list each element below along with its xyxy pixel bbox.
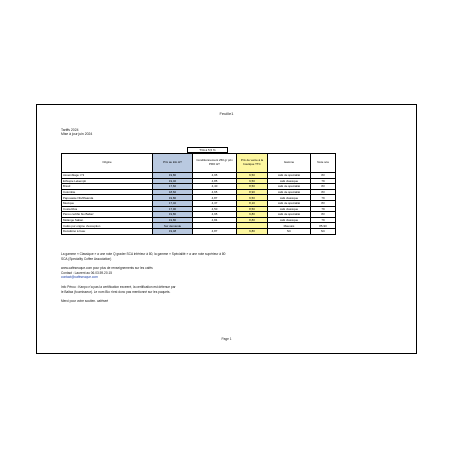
cell-cond: 4,87 — [193, 195, 237, 201]
col-gamme: Gamme — [268, 154, 311, 173]
cell-pv: 9,80 — [237, 212, 268, 218]
cell-origin: Cafés pur origine d'exception — [62, 223, 153, 229]
cell-pv: 9,50 — [237, 173, 268, 179]
col-origin: Origine — [62, 154, 153, 173]
notes — [61, 252, 225, 309]
sheet-title: Feuille1 — [219, 111, 234, 116]
table-row — [62, 228, 336, 234]
gamme-note-2: SCA (Speciality Coffee Association) — [61, 256, 112, 261]
cell-cond: 4,85 — [193, 178, 237, 184]
cell-price: 19,80 — [153, 195, 193, 201]
tarifs-header — [61, 128, 92, 137]
cell-origin: Costa Rica — [62, 206, 153, 212]
table-header-row — [62, 154, 336, 173]
cell-origin: Papouasie NG/Rwanda — [62, 195, 153, 201]
cell-gamme: café de spécialité — [268, 200, 311, 206]
update-line: Mise à jour juin 2024 — [61, 132, 93, 137]
cell-cond: 4,95 — [193, 212, 237, 218]
cell-origin: Assemblage n°3 — [62, 173, 153, 179]
cell-origin: Mexique — [62, 200, 153, 206]
cell-price: 17,40 — [153, 200, 193, 206]
cell-pv: 9,50 — [237, 178, 268, 184]
cell-gamme: café de spécialité — [268, 184, 311, 190]
cell-price: 19,80 — [153, 173, 193, 179]
spreadsheet-page — [36, 104, 417, 354]
cell-gamme: NC — [268, 228, 311, 234]
cell-note: 83 — [311, 200, 336, 206]
col-pv: Prix de vente à la boutique TTC — [237, 154, 268, 173]
cell-note: 79 — [311, 206, 336, 212]
page-footer: Page 1 — [221, 337, 232, 341]
tarifs-title: Tariffs 2024 — [61, 128, 79, 132]
cell-pv: 8,90 — [237, 189, 268, 195]
cell-price: 17,90 — [153, 206, 193, 212]
col-price: Prix au kilo HT — [153, 154, 193, 173]
col-cond: Conditionnement 250 gr prix PRO HT — [193, 154, 237, 173]
cell-price: Sur demande — [153, 223, 193, 229]
cell-note: 85-90 — [311, 223, 336, 229]
cell-pv: 9,80 — [237, 228, 268, 234]
cell-origin: Colombie — [62, 189, 153, 195]
cell-note: 79 — [311, 178, 336, 184]
cell-gamme: café de spécialité — [268, 173, 311, 179]
cell-gamme: café classique — [268, 178, 311, 184]
price-table — [61, 153, 336, 235]
cell-gamme: café classique — [268, 217, 311, 223]
cell-cond: 4,40 — [193, 184, 237, 190]
vat-header: TVA à 5,5 % — [187, 147, 228, 153]
cell-pv: 9,50 — [237, 195, 268, 201]
cell-pv: 8,80 — [237, 217, 268, 223]
cell-cond: 4,65 — [193, 189, 237, 195]
gamme-note-1: La gamme « Classique » a une note Q grader SCA inférieur à 80, la gamme « Spécialité » a une note supérieur à 80 — [61, 252, 226, 256]
cell-cond: 4,95 — [193, 173, 237, 179]
cell-note: 79 — [311, 217, 336, 223]
cell-origin: Pérou certifié bio Baltaz — [62, 212, 153, 218]
contact-line: Contact : Laurent au 06.03.59.20.15 — [61, 270, 113, 275]
info-line-2: le Baltaz (fournisseur). Le nom Bio n'est donc pas mentionné sur les paquets. — [61, 289, 171, 294]
cell-price: 19,40 — [153, 178, 193, 184]
cell-price: 19,48 — [153, 228, 193, 234]
cell-price: 18,60 — [153, 189, 193, 195]
cell-gamme: café de spécialité — [268, 212, 311, 218]
cell-cond: 4,84 — [193, 217, 237, 223]
cell-note: 83 — [311, 189, 336, 195]
cell-origin: Ethiopie Lekempti — [62, 178, 153, 184]
cell-note: 83 — [311, 184, 336, 190]
thanks-line: Merci pour votre soutien. caféseé — [61, 299, 109, 304]
cell-cond: 4,37 — [193, 200, 237, 206]
cell-price: 19,80 — [153, 212, 193, 218]
cell-gamme: café classique — [268, 206, 311, 212]
cell-cond: 4,87 — [193, 228, 237, 234]
cell-origin: Mélange Saban — [62, 217, 153, 223]
cell-price: 17,60 — [153, 184, 193, 190]
cell-gamme: café de spécialité — [268, 189, 311, 195]
cell-origin: Brésil — [62, 184, 153, 190]
cell-pv: 8,50 — [237, 184, 268, 190]
info-line-1: Info Pérou : Kanpo n'a pas la certification exceeré, la certification est détenue par — [61, 284, 176, 289]
col-note: Note sca — [311, 154, 336, 173]
cell-price: 19,80 — [153, 217, 193, 223]
cell-note: 83 — [311, 173, 336, 179]
cell-gamme: Mauvais — [268, 223, 311, 229]
cell-origin: Décaféiné à l'eau — [62, 228, 153, 234]
email-link[interactable]: contact@caféseuque.com — [61, 275, 98, 280]
website-line: www.caféseuque.com pour plus de renseignements sur les cafés — [61, 266, 153, 271]
cell-pv: 8,50 — [237, 206, 268, 212]
cell-cond: 4,50 — [193, 206, 237, 212]
cell-note: NC — [311, 228, 336, 234]
cell-note: 79 — [311, 195, 336, 201]
cell-pv: 8,10 — [237, 200, 268, 206]
cell-gamme: café classique — [268, 195, 311, 201]
cell-note: 83 — [311, 212, 336, 218]
